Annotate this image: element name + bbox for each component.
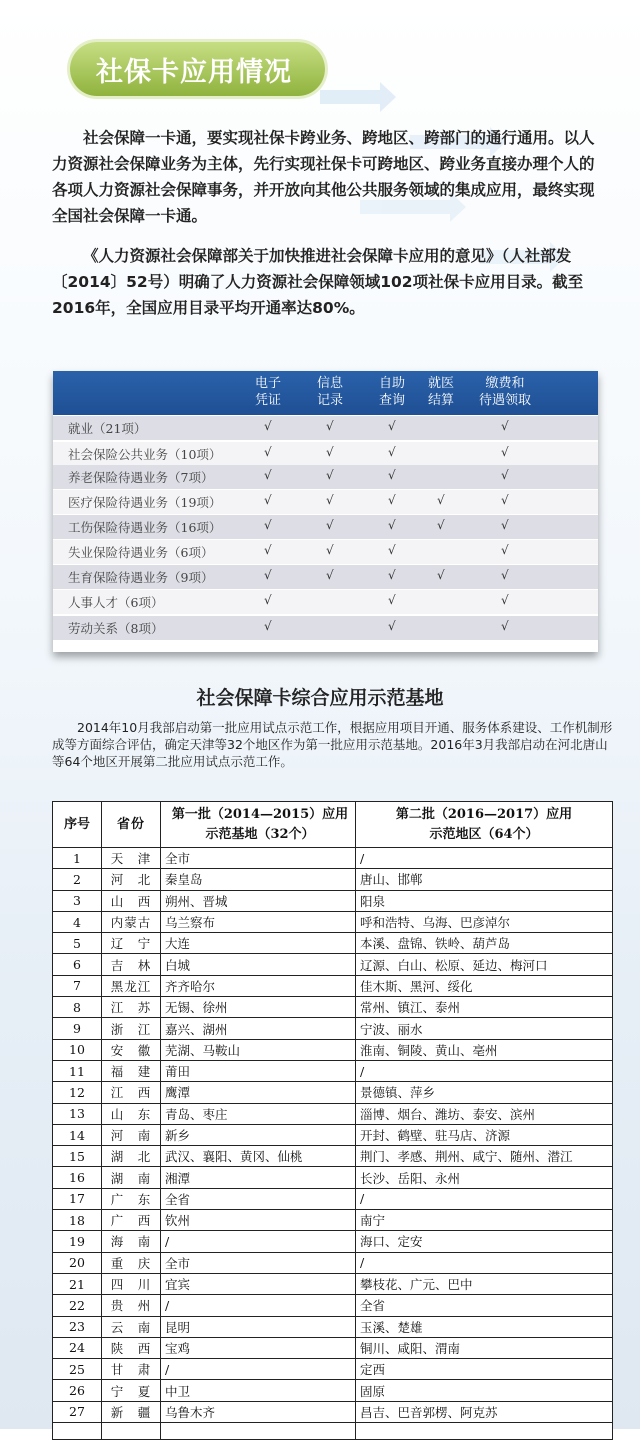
row-number: 2: [53, 869, 102, 890]
check-icon: √: [326, 493, 334, 507]
empty-row: [53, 1423, 613, 1440]
row-number: 1: [53, 848, 102, 869]
row-number: 6: [53, 954, 102, 975]
row-number: 11: [53, 1060, 102, 1081]
row-batch1: 全市: [161, 848, 356, 869]
row-number: 23: [53, 1316, 102, 1337]
check-icon: √: [326, 445, 334, 459]
check-icon: √: [388, 493, 396, 507]
row-label: 失业保险待遇业务（6项）: [68, 545, 214, 560]
header-batch2: 第二批（2016—2017）应用 示范地区（64个）: [356, 802, 613, 848]
row-batch2: 荆门、孝感、荆州、咸宁、随州、潜江: [356, 1146, 613, 1167]
row-province: 江 苏: [102, 997, 161, 1018]
base-intro-text: 2014年10月我部启动第一批应用试点示范工作，根据应用项目开通、服务体系建设、工作机制形成等方面综合评估，确定天津等32个地区作为第一批应用示范基地。2016年3月我部启动在河北唐山等64个地区开展第二批应用试点示范工作。: [52, 720, 613, 769]
row-batch1: 青岛、枣庄: [161, 1103, 356, 1124]
row-label: 医疗保险待遇业务（19项）: [68, 495, 222, 510]
row-label: 人事人才（6项）: [68, 595, 164, 610]
row-label: 劳动关系（8项）: [68, 621, 164, 636]
row-province: 贵 州: [102, 1295, 161, 1316]
row-batch2: /: [356, 1188, 613, 1209]
table-row: [53, 465, 598, 489]
row-number: 18: [53, 1210, 102, 1231]
table-row: [53, 1210, 613, 1231]
row-batch1: 芜湖、马鞍山: [161, 1039, 356, 1060]
row-province: 福 建: [102, 1060, 161, 1081]
row-batch1: 秦皇岛: [161, 869, 356, 890]
table-row: [53, 869, 613, 890]
table-row: [53, 1039, 613, 1060]
check-icon: √: [501, 493, 509, 507]
header-col: 自助 查询: [378, 376, 405, 408]
table-row: [53, 1082, 613, 1103]
row-province: 安 徽: [102, 1039, 161, 1060]
row-province: 广 东: [102, 1188, 161, 1209]
table-row: [53, 1295, 613, 1316]
table-row: [53, 911, 613, 932]
row-province: 吉 林: [102, 954, 161, 975]
check-icon: √: [388, 419, 396, 433]
check-icon: √: [388, 468, 396, 482]
row-batch2: 唐山、邯郸: [356, 869, 613, 890]
row-number: 22: [53, 1295, 102, 1316]
table-row: [53, 1316, 613, 1337]
row-province: 重 庆: [102, 1252, 161, 1273]
row-number: 7: [53, 975, 102, 996]
row-batch2: 阳泉: [356, 890, 613, 911]
check-icon: √: [501, 543, 509, 557]
row-label: 就业（21项）: [68, 421, 147, 436]
row-batch2: 玉溪、楚雄: [356, 1316, 613, 1337]
row-label: 工伤保险待遇业务（16项）: [68, 520, 222, 535]
row-batch2: 佳木斯、黑河、绥化: [356, 975, 613, 996]
row-batch1: 白城: [161, 954, 356, 975]
check-icon: √: [501, 419, 509, 433]
row-batch2: 定西: [356, 1359, 613, 1380]
row-province: 四 川: [102, 1273, 161, 1294]
row-batch1: 宝鸡: [161, 1337, 356, 1358]
row-batch1: 武汉、襄阳、黄冈、仙桃: [161, 1146, 356, 1167]
row-number: 27: [53, 1401, 102, 1422]
table-row: [53, 540, 598, 564]
row-number: 24: [53, 1337, 102, 1358]
section-title: 社保卡应用情况: [70, 42, 325, 96]
check-icon: √: [264, 468, 272, 482]
row-province: 山 东: [102, 1103, 161, 1124]
check-icon: √: [388, 543, 396, 557]
row-batch2: 常州、镇江、泰州: [356, 997, 613, 1018]
table-row: [53, 1401, 613, 1422]
row-batch1: 乌鲁木齐: [161, 1401, 356, 1422]
row-batch2: 淄博、烟台、潍坊、泰安、滨州: [356, 1103, 613, 1124]
row-batch2: 呼和浩特、乌海、巴彦淖尔: [356, 911, 613, 932]
row-number: 14: [53, 1124, 102, 1145]
table-row: [53, 975, 613, 996]
row-batch1: 大连: [161, 933, 356, 954]
row-number: 25: [53, 1359, 102, 1380]
table-header-row: [53, 802, 613, 848]
row-batch1: 钦州: [161, 1210, 356, 1231]
check-icon: √: [264, 619, 272, 633]
row-province: 河 北: [102, 869, 161, 890]
check-icon: √: [437, 493, 445, 507]
check-icon: √: [388, 619, 396, 633]
row-province: 江 西: [102, 1082, 161, 1103]
header-col: 电子 凭证: [254, 376, 281, 408]
table-row: [53, 933, 613, 954]
check-icon: √: [388, 445, 396, 459]
paragraph-policy: 《人力资源社会保障部关于加快推进社会保障卡应用的意见》（人社部发〔2014〕52号）明确了人力资源社会保障领域102项社保卡应用目录。截至2016年，全国应用目录平均开通率达80%。: [52, 247, 584, 317]
header-col: 就医 结算: [427, 376, 454, 408]
row-batch1: /: [161, 1295, 356, 1316]
check-icon: √: [264, 593, 272, 607]
table-row: [53, 515, 598, 539]
row-number: 16: [53, 1167, 102, 1188]
row-label: 养老保险待遇业务（7项）: [68, 470, 214, 485]
check-icon: √: [326, 518, 334, 532]
header-col: 缴费和 待遇领取: [478, 376, 531, 408]
check-icon: √: [264, 445, 272, 459]
table-row: [53, 954, 613, 975]
table-row: [53, 442, 598, 466]
check-icon: √: [264, 419, 272, 433]
table-row: [53, 590, 598, 614]
check-icon: √: [326, 568, 334, 582]
check-icon: √: [264, 568, 272, 582]
empty-cell: [102, 1423, 161, 1440]
table-row: [53, 565, 598, 589]
row-batch2: 开封、鹤壁、驻马店、济源: [356, 1124, 613, 1145]
row-number: 21: [53, 1273, 102, 1294]
header-no: 序号: [53, 802, 102, 848]
table-row: [53, 416, 598, 440]
row-batch2: /: [356, 1060, 613, 1081]
row-batch1: 嘉兴、湖州: [161, 1018, 356, 1039]
table-row: [53, 1359, 613, 1380]
check-icon: √: [326, 543, 334, 557]
row-batch2: 固原: [356, 1380, 613, 1401]
row-number: 3: [53, 890, 102, 911]
row-number: 12: [53, 1082, 102, 1103]
row-label: 社会保险公共业务（10项）: [68, 447, 222, 462]
row-batch2: /: [356, 1252, 613, 1273]
row-number: 8: [53, 997, 102, 1018]
row-province: 黑龙江: [102, 975, 161, 996]
table-row: [53, 490, 598, 514]
row-province: 辽 宁: [102, 933, 161, 954]
check-icon: √: [388, 568, 396, 582]
check-icon: √: [264, 493, 272, 507]
application-table: [53, 371, 598, 652]
table-row: [53, 1124, 613, 1145]
row-province: 陕 西: [102, 1337, 161, 1358]
table-row: [53, 1103, 613, 1124]
check-icon: √: [326, 468, 334, 482]
row-province: 广 西: [102, 1210, 161, 1231]
row-province: 湖 北: [102, 1146, 161, 1167]
row-batch2: 南宁: [356, 1210, 613, 1231]
row-batch1: 鹰潭: [161, 1082, 356, 1103]
check-icon: √: [264, 518, 272, 532]
row-province: 宁 夏: [102, 1380, 161, 1401]
row-batch2: 景德镇、萍乡: [356, 1082, 613, 1103]
row-province: 内蒙古: [102, 911, 161, 932]
row-number: 4: [53, 911, 102, 932]
table-row: [53, 1018, 613, 1039]
table-row: [53, 1231, 613, 1252]
row-batch2: 长沙、岳阳、永州: [356, 1167, 613, 1188]
row-province: 甘 肃: [102, 1359, 161, 1380]
base-table-title: 社会保障卡综合应用示范基地: [196, 687, 444, 709]
check-icon: √: [501, 593, 509, 607]
row-batch1: 齐齐哈尔: [161, 975, 356, 996]
check-icon: √: [388, 518, 396, 532]
row-batch1: /: [161, 1231, 356, 1252]
table-row: [53, 1337, 613, 1358]
header-province: 省份: [102, 802, 161, 848]
row-province: 海 南: [102, 1231, 161, 1252]
check-icon: √: [501, 568, 509, 582]
paragraph-intro: 社会保障一卡通，要实现社保卡跨业务、跨地区、跨部门的通行通用。以人力资源社会保障业务为主体，先行实现社保卡可跨地区、跨业务直接办理个人的各项人力资源社会保障事务，并开放向其他公共服务领域的集成应用，最终实现全国社会保障一卡通。: [52, 129, 595, 225]
row-batch2: 攀枝花、广元、巴中: [356, 1273, 613, 1294]
row-batch1: 无锡、徐州: [161, 997, 356, 1018]
table-row: [53, 1380, 613, 1401]
row-batch2: 昌吉、巴音郭楞、阿克苏: [356, 1401, 613, 1422]
row-batch1: 中卫: [161, 1380, 356, 1401]
empty-cell: [161, 1423, 356, 1440]
table-row: [53, 1188, 613, 1209]
row-batch1: 昆明: [161, 1316, 356, 1337]
check-icon: √: [388, 593, 396, 607]
check-icon: √: [326, 419, 334, 433]
table-row: [53, 1167, 613, 1188]
row-province: 河 南: [102, 1124, 161, 1145]
row-batch1: 全市: [161, 1252, 356, 1273]
check-icon: √: [501, 445, 509, 459]
row-batch2: 淮南、铜陵、黄山、亳州: [356, 1039, 613, 1060]
check-icon: √: [501, 518, 509, 532]
row-label: 生育保险待遇业务（9项）: [68, 570, 214, 585]
row-batch1: 全省: [161, 1188, 356, 1209]
row-province: 山 西: [102, 890, 161, 911]
row-batch1: 湘潭: [161, 1167, 356, 1188]
row-batch2: 全省: [356, 1295, 613, 1316]
row-number: 17: [53, 1188, 102, 1209]
demonstration-base-table: [52, 801, 613, 1440]
row-batch1: 朔州、晋城: [161, 890, 356, 911]
application-table-header: [53, 371, 598, 415]
table-row: [53, 1060, 613, 1081]
check-icon: √: [501, 468, 509, 482]
row-number: 10: [53, 1039, 102, 1060]
row-batch1: 宜宾: [161, 1273, 356, 1294]
row-batch2: 辽源、白山、松原、延边、梅河口: [356, 954, 613, 975]
row-batch1: 乌兰察布: [161, 911, 356, 932]
row-number: 5: [53, 933, 102, 954]
check-icon: √: [264, 543, 272, 557]
row-province: 湖 南: [102, 1167, 161, 1188]
row-province: 云 南: [102, 1316, 161, 1337]
row-number: 13: [53, 1103, 102, 1124]
empty-cell: [53, 1423, 102, 1440]
row-province: 新 疆: [102, 1401, 161, 1422]
row-province: 浙 江: [102, 1018, 161, 1039]
row-number: 9: [53, 1018, 102, 1039]
table-row: [53, 848, 613, 869]
row-batch1: 莆田: [161, 1060, 356, 1081]
check-icon: √: [437, 518, 445, 532]
row-number: 15: [53, 1146, 102, 1167]
row-batch2: 本溪、盘锦、铁岭、葫芦岛: [356, 933, 613, 954]
row-province: 天 津: [102, 848, 161, 869]
check-icon: √: [437, 568, 445, 582]
header-batch1: 第一批（2014—2015）应用 示范基地（32个）: [161, 802, 356, 848]
check-icon: √: [501, 619, 509, 633]
table-row: [53, 1252, 613, 1273]
row-batch2: 海口、定安: [356, 1231, 613, 1252]
row-number: 19: [53, 1231, 102, 1252]
empty-cell: [356, 1423, 613, 1440]
table-row: [53, 616, 598, 640]
row-batch2: 铜川、咸阳、渭南: [356, 1337, 613, 1358]
table-row: [53, 890, 613, 911]
row-batch2: 宁波、丽水: [356, 1018, 613, 1039]
row-number: 20: [53, 1252, 102, 1273]
table-row: [53, 997, 613, 1018]
table-row: [53, 1273, 613, 1294]
row-batch1: 新乡: [161, 1124, 356, 1145]
header-col: 信息 记录: [316, 376, 343, 408]
row-batch1: /: [161, 1359, 356, 1380]
table-row: [53, 1146, 613, 1167]
row-number: 26: [53, 1380, 102, 1401]
row-batch2: /: [356, 848, 613, 869]
